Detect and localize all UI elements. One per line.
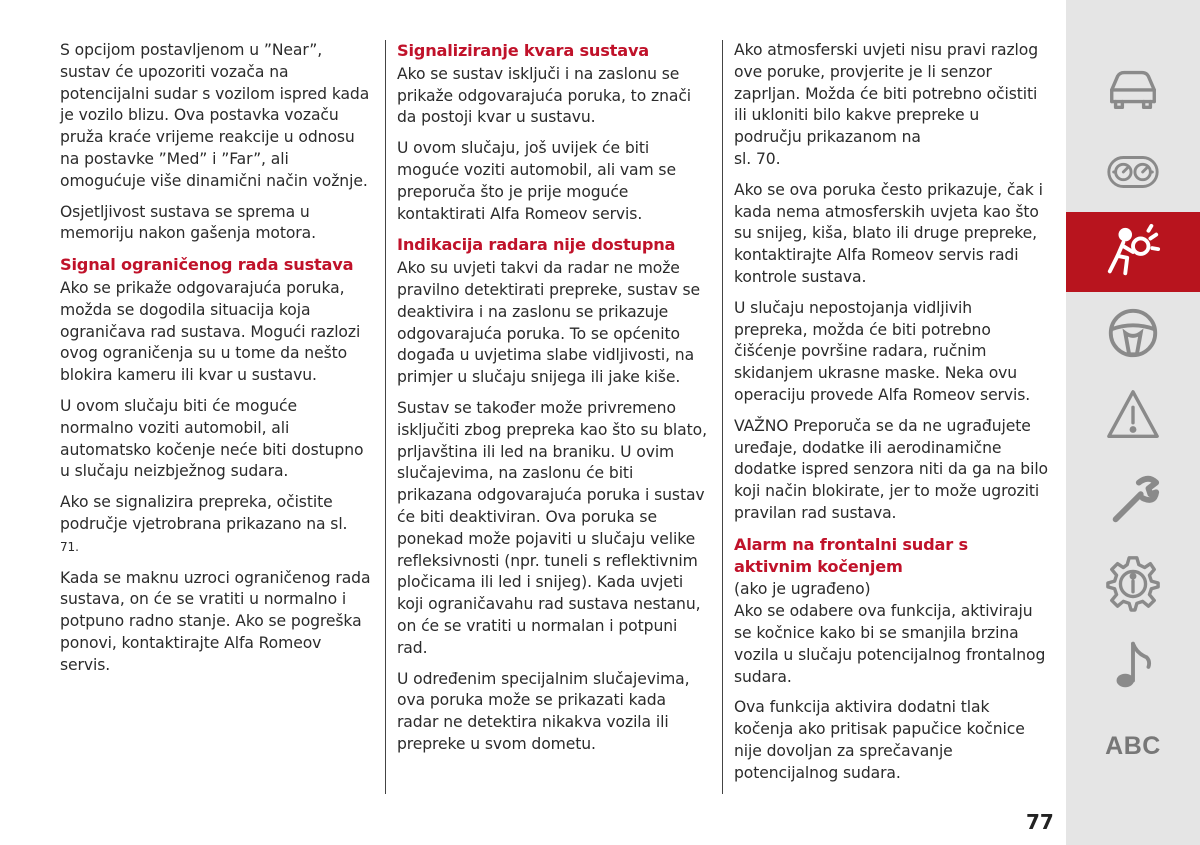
sidebar-item-steering[interactable] [1066, 293, 1200, 373]
sidebar-item-multimedia[interactable] [1066, 625, 1200, 705]
paragraph: Ako se ova poruka često prikazuje, čak i kada nema atmosferskih uvjeta kao što su snijeg, kiša, blato ili druge prepreke, kontaktirajte Alfa Romeov servis radi kontrole sustava. [734, 180, 1043, 286]
paragraph: Ako se prikaže odgovarajuća poruka, možda se dogodila situacija koja ograničava rad sustava. Mogući razlozi ovog ograničenja su u tome da nešto blokira kameru ili kvar u sustavu. [60, 278, 361, 385]
section-heading: Signaliziranje kvara sustava [397, 41, 650, 60]
paragraph [60, 492, 372, 558]
sidebar-item-dashboard[interactable] [1066, 132, 1200, 212]
column-2 [397, 40, 712, 765]
paragraph: U ovom slučaju, još uvijek će biti moguće voziti automobil, ali vam se preporuča što je prije moguće kontaktirati Alfa Romeov servis. [397, 139, 676, 223]
music-note-icon [1104, 636, 1162, 694]
paragraph: U određenim specijalnim slučajevima, ova poruka može se prikazati kada radar ne detektira nikakva vozila ili prepreke u svom dometu. [397, 669, 690, 753]
paragraph: Osjetljivost sustava se sprema u memoriju nakon gašenja motora. [60, 202, 316, 243]
paragraph-text: Ako se signalizira prepreka, očistite područje vjetrobrana prikazano na sl. [60, 493, 348, 533]
sidebar-item-index[interactable] [1066, 706, 1200, 786]
paragraph: Ako se odabere ova funkcija, aktiviraju se kočnice kako bi se smanjila brzina vozila u slučaju potencijalnog frontalnog sudara. [734, 602, 1046, 686]
paragraph: Sustav se također može privremeno isključiti zbog prepreka kao što su blato, prljavština ili led na braniku. U ovim slučajevima, na zaslonu će biti prikazana odgovarajuća poruka i sustav će biti deaktiviran. Ova poruka se ponekad može pojaviti u slučaju velike refleksivnosti (npr. tuneli s reflektivnim pločicama ili led i snijeg). Kada uvjeti koji ograničavahu rad sustava nestanu, on će se vratiti u normalan i potpuni rad. [397, 398, 707, 657]
column-divider-1 [385, 40, 386, 794]
warning-triangle-icon [1104, 386, 1162, 444]
column-1 [60, 40, 372, 686]
car-icon [1104, 59, 1162, 117]
paragraph: U slučaju nepostojanja vidljivih prepreka, možda će biti potrebno čišćenje površine radara, ručnim skidanjem ukrasne maske. Neka ovu operaciju provede Alfa Romeov servis. [734, 298, 1031, 404]
paragraph: Ova funkcija aktivira dodatni tlak kočenja ako pritisak papučice kočnice nije dovoljan za sprečavanje potencijalnog sudara. [734, 698, 1025, 782]
sidebar-item-maintenance[interactable] [1066, 460, 1200, 540]
paragraph: S opcijom postavljenom u ”Near”, sustav će upozoriti vozača na potencijalni sudar s vozilom ispred kada je vozilo blizu. Ova postavka vozaču pruža kraće vrijeme reakcije u odnosu na postavke ”Med” i ”Far”, ali omogućuje više dinamični način vožnje. [60, 41, 370, 190]
airbag-safety-icon [1104, 223, 1162, 281]
figure-reference: 71. [60, 539, 79, 554]
wrench-icon [1104, 471, 1162, 529]
section-heading: Alarm na frontalni sudar s aktivnim kočenjem [734, 534, 968, 576]
page-number: 77 [1026, 810, 1054, 834]
sidebar-item-warning[interactable] [1066, 375, 1200, 455]
section-heading: Signal ograničenog rada sustava [60, 255, 354, 275]
paragraph: U ovom slučaju biti će moguće normalno voziti automobil, ali automatsko kočenje neće biti dostupno u slučaju neizbježnog sudara. [60, 396, 364, 481]
section-heading: Indikacija radara nije dostupna [397, 235, 676, 255]
figure-reference: sl. 70. [734, 149, 781, 168]
sidebar-item-technical-info[interactable] [1066, 543, 1200, 623]
steering-wheel-icon [1104, 304, 1162, 362]
sidebar-item-safety[interactable] [1066, 212, 1200, 292]
paragraph: (ako je ugrađeno) [734, 580, 871, 599]
sidebar-item-car[interactable] [1066, 48, 1200, 128]
paragraph: VAŽNO Preporuča se da ne ugrađujete uređaje, dodatke ili aerodinamične dodatke ispred senzora niti da ga na bilo koji način blokirate, jer to može ugroziti pravilan rad sustava. [734, 416, 1048, 522]
paragraph: Kada se maknu uzroci ograničenog rada sustava, on će se vratiti u normalno i potpuno radno stanje. Ako se pogreška ponovi, kontaktirajte Alfa Romeov servis. [60, 568, 371, 674]
abc-index-label: ABC [1105, 731, 1161, 760]
chapter-sidebar [1066, 0, 1200, 845]
paragraph-text: Ako atmosferski uvjeti nisu pravi razlog ove poruke, provjerite je li senzor zaprljan. Možda će biti potrebno očistiti ili ukloniti bilo kakve prepreke u području prikazanom na [734, 41, 1039, 147]
dashboard-icon [1104, 143, 1162, 201]
paragraph: Ako se sustav isključi i na zaslonu se prikaže odgovarajuća poruka, to znači da postoji kvar u sustavu. [397, 64, 692, 127]
column-3 [734, 40, 1049, 794]
gear-info-icon [1104, 554, 1162, 612]
column-divider-2 [722, 40, 723, 794]
paragraph [734, 40, 1049, 171]
paragraph: Ako su uvjeti takvi da radar ne može pravilno detektirati prepreke, sustav se deaktivira i na zaslonu se prikazuje odgovarajuća poruka. To se općenito događa u uvjetima slabe vidljivosti, na primjer u slučaju snijega ili jake kiše. [397, 259, 700, 387]
